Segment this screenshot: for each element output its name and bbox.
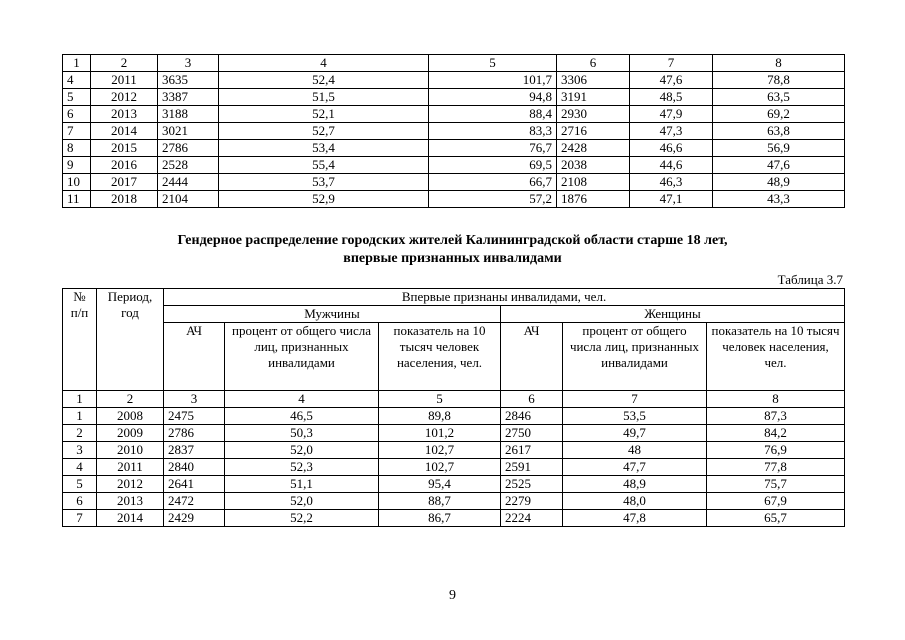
table-cell: 2930 <box>557 106 630 123</box>
table-cell: 2428 <box>557 140 630 157</box>
table-cell: 47,6 <box>713 157 845 174</box>
table-cell: 66,7 <box>429 174 557 191</box>
header-num: № п/п <box>63 289 97 391</box>
gender-distribution-table <box>62 288 845 527</box>
table-cell: 3021 <box>158 123 219 140</box>
table-cell: 2475 <box>164 408 225 425</box>
column-number: 3 <box>164 391 225 408</box>
table-cell: 2018 <box>91 191 158 208</box>
header-period: Период, год <box>97 289 164 391</box>
column-number: 6 <box>501 391 563 408</box>
column-number: 8 <box>707 391 845 408</box>
header-men-percent: процент от общего числа лиц, признанных инвалидами <box>225 323 379 391</box>
table-cell: 75,7 <box>707 476 845 493</box>
table-cell: 6 <box>63 106 91 123</box>
table-cell: 52,7 <box>219 123 429 140</box>
header-women-percent: процент от общего числа лиц, признанных инвалидами <box>563 323 707 391</box>
table-cell: 52,1 <box>219 106 429 123</box>
table-cell: 2012 <box>91 89 158 106</box>
column-number: 3 <box>158 55 219 72</box>
table-cell: 88,4 <box>429 106 557 123</box>
table-cell: 63,5 <box>713 89 845 106</box>
table-cell: 2012 <box>97 476 164 493</box>
table-cell: 52,3 <box>225 459 379 476</box>
table-cell: 52,0 <box>225 442 379 459</box>
table-cell: 2011 <box>97 459 164 476</box>
table-cell: 2015 <box>91 140 158 157</box>
table-cell: 4 <box>63 459 97 476</box>
table-row <box>63 442 845 459</box>
table-cell: 11 <box>63 191 91 208</box>
table-cell: 2472 <box>164 493 225 510</box>
table-cell: 47,3 <box>630 123 713 140</box>
table-cell: 2429 <box>164 510 225 527</box>
table-cell: 57,2 <box>429 191 557 208</box>
table-cell: 2525 <box>501 476 563 493</box>
table-row <box>63 510 845 527</box>
table-row <box>63 425 845 442</box>
header-women: Женщины <box>501 306 845 323</box>
header-men-ach: АЧ <box>164 323 225 391</box>
table-cell: 55,4 <box>219 157 429 174</box>
table-cell: 3188 <box>158 106 219 123</box>
table-cell: 47,9 <box>630 106 713 123</box>
table-cell: 87,3 <box>707 408 845 425</box>
column-number: 5 <box>429 55 557 72</box>
table-cell: 88,7 <box>379 493 501 510</box>
table-cell: 2641 <box>164 476 225 493</box>
table-row <box>63 106 845 123</box>
table-cell: 48,0 <box>563 493 707 510</box>
table-title-line-2: впервые признанных инвалидами <box>343 251 562 266</box>
table-row <box>63 174 845 191</box>
table-cell: 8 <box>63 140 91 157</box>
column-number: 5 <box>379 391 501 408</box>
table-cell: 52,4 <box>219 72 429 89</box>
table-cell: 3 <box>63 442 97 459</box>
column-number: 4 <box>225 391 379 408</box>
table-cell: 47,7 <box>563 459 707 476</box>
header-group: Впервые признаны инвалидами, чел. <box>164 289 845 306</box>
table-cell: 2750 <box>501 425 563 442</box>
table-cell: 43,3 <box>713 191 845 208</box>
table-cell: 2108 <box>557 174 630 191</box>
table-cell: 48 <box>563 442 707 459</box>
header-men-rate: показатель на 10 тысяч человек населения, чел. <box>379 323 501 391</box>
table-cell: 2011 <box>91 72 158 89</box>
table-cell: 5 <box>63 89 91 106</box>
table-cell: 6 <box>63 493 97 510</box>
table-cell: 95,4 <box>379 476 501 493</box>
table-cell: 48,9 <box>563 476 707 493</box>
table-row <box>63 493 845 510</box>
table-row <box>63 459 845 476</box>
table-cell: 51,1 <box>225 476 379 493</box>
table-cell: 2840 <box>164 459 225 476</box>
column-number: 7 <box>630 55 713 72</box>
table-cell: 2016 <box>91 157 158 174</box>
table-cell: 48,5 <box>630 89 713 106</box>
table-cell: 53,4 <box>219 140 429 157</box>
table-cell: 89,8 <box>379 408 501 425</box>
table-row <box>63 191 845 208</box>
table-cell: 2014 <box>97 510 164 527</box>
table-cell: 53,7 <box>219 174 429 191</box>
table-cell: 76,7 <box>429 140 557 157</box>
table-cell: 2013 <box>97 493 164 510</box>
table-cell: 52,0 <box>225 493 379 510</box>
page-number: 9 <box>449 588 456 603</box>
table-cell: 86,7 <box>379 510 501 527</box>
table-cell: 9 <box>63 157 91 174</box>
table-cell: 2017 <box>91 174 158 191</box>
table-cell: 78,8 <box>713 72 845 89</box>
table-cell: 2786 <box>158 140 219 157</box>
table-cell: 47,6 <box>630 72 713 89</box>
column-number: 7 <box>563 391 707 408</box>
table-cell: 102,7 <box>379 442 501 459</box>
table-cell: 46,6 <box>630 140 713 157</box>
table-cell: 2591 <box>501 459 563 476</box>
table-cell: 1 <box>63 408 97 425</box>
column-number-row <box>63 391 845 408</box>
table-cell: 2038 <box>557 157 630 174</box>
table-cell: 101,2 <box>379 425 501 442</box>
table-cell: 5 <box>63 476 97 493</box>
table-cell: 2786 <box>164 425 225 442</box>
header-women-rate: показатель на 10 тысяч человек населения, чел. <box>707 323 845 391</box>
table-cell: 3387 <box>158 89 219 106</box>
continued-table <box>62 54 845 208</box>
table-cell: 7 <box>63 123 91 140</box>
column-number: 2 <box>91 55 158 72</box>
column-number-row <box>63 55 845 72</box>
table-label: Таблица 3.7 <box>777 272 843 287</box>
table-cell: 2104 <box>158 191 219 208</box>
table-cell: 10 <box>63 174 91 191</box>
table-cell: 47,1 <box>630 191 713 208</box>
table-cell: 46,5 <box>225 408 379 425</box>
column-number: 1 <box>63 55 91 72</box>
column-number: 8 <box>713 55 845 72</box>
table-cell: 44,6 <box>630 157 713 174</box>
table-cell: 2617 <box>501 442 563 459</box>
table-cell: 2444 <box>158 174 219 191</box>
table-cell: 2716 <box>557 123 630 140</box>
table-row <box>63 123 845 140</box>
table-cell: 94,8 <box>429 89 557 106</box>
column-number: 6 <box>557 55 630 72</box>
table-cell: 52,9 <box>219 191 429 208</box>
table-row <box>63 157 845 174</box>
table-cell: 67,9 <box>707 493 845 510</box>
table-cell: 2014 <box>91 123 158 140</box>
table-cell: 102,7 <box>379 459 501 476</box>
table-row <box>63 476 845 493</box>
table-cell: 69,5 <box>429 157 557 174</box>
table-cell: 46,3 <box>630 174 713 191</box>
table-cell: 1876 <box>557 191 630 208</box>
table-cell: 50,3 <box>225 425 379 442</box>
column-number: 1 <box>63 391 97 408</box>
table-cell: 2 <box>63 425 97 442</box>
table-cell: 76,9 <box>707 442 845 459</box>
table-cell: 2279 <box>501 493 563 510</box>
table-cell: 65,7 <box>707 510 845 527</box>
table-cell: 101,7 <box>429 72 557 89</box>
table-cell: 3635 <box>158 72 219 89</box>
table-row <box>63 89 845 106</box>
table-cell: 83,3 <box>429 123 557 140</box>
table-cell: 3191 <box>557 89 630 106</box>
table-cell: 52,2 <box>225 510 379 527</box>
table-row <box>63 72 845 89</box>
table-cell: 2009 <box>97 425 164 442</box>
table-cell: 2528 <box>158 157 219 174</box>
table-cell: 49,7 <box>563 425 707 442</box>
table-cell: 2837 <box>164 442 225 459</box>
table-row <box>63 408 845 425</box>
table-cell: 48,9 <box>713 174 845 191</box>
table-row <box>63 140 845 157</box>
table-cell: 84,2 <box>707 425 845 442</box>
table-cell: 2010 <box>97 442 164 459</box>
table-cell: 47,8 <box>563 510 707 527</box>
table-cell: 56,9 <box>713 140 845 157</box>
header-men: Мужчины <box>164 306 501 323</box>
table-cell: 63,8 <box>713 123 845 140</box>
table-cell: 7 <box>63 510 97 527</box>
table-cell: 2013 <box>91 106 158 123</box>
table-title-line-1: Гендерное распределение городских жителей Калининградской области старше 18 лет, <box>177 233 728 248</box>
table-cell: 51,5 <box>219 89 429 106</box>
table-cell: 2846 <box>501 408 563 425</box>
column-number: 2 <box>97 391 164 408</box>
table-cell: 2008 <box>97 408 164 425</box>
column-number: 4 <box>219 55 429 72</box>
table-cell: 3306 <box>557 72 630 89</box>
table-cell: 53,5 <box>563 408 707 425</box>
table-cell: 69,2 <box>713 106 845 123</box>
table-cell: 4 <box>63 72 91 89</box>
table-cell: 2224 <box>501 510 563 527</box>
header-women-ach: АЧ <box>501 323 563 391</box>
table-cell: 77,8 <box>707 459 845 476</box>
